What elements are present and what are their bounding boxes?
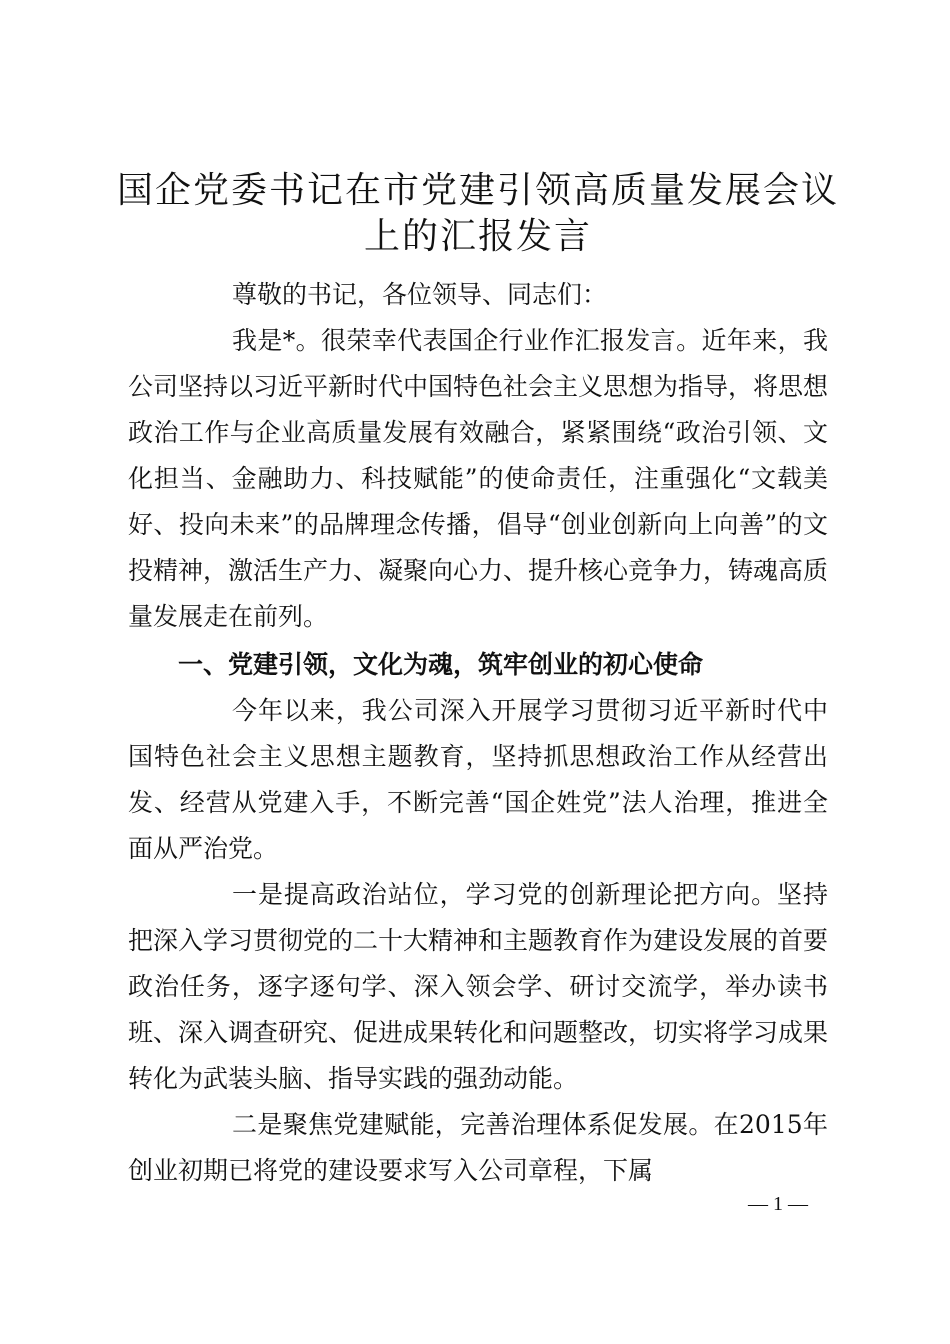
section-heading: 一、党建引领，文化为魂，筑牢创业的初心使命 [178,650,704,679]
body-paragraph: 今年以来，我公司深入开展学习贯彻习近平新时代中国特色社会主义思想主题教育，坚持抓思想政治工作从经营出发、经营从党建入手，不断完善“国企姓党”法人治理，推进全面从严治党。 [128,696,828,863]
body-paragraph: 二是聚焦党建赋能，完善治理体系促发展。在2015年创业初期已将党的建设要求写入公司章程，下属 [128,1110,828,1185]
page-number: — 1 — [748,1193,808,1215]
intro-paragraph: 我是*。很荣幸代表国企行业作汇报发言。近年来，我公司坚持以习近平新时代中国特色社会主义思想为指导，将思想政治工作与企业高质量发展有效融合，紧紧围绕“政治引领、文化担当、金融助力、科技赋能”的使命责任，注重强化“文载美好、投向未来”的品牌理念传播，倡导“创业创新向上向善”的文投精神，激活生产力、凝聚向心力、提升核心竞争力，铸魂高质量发展走在前列。 [128,326,829,631]
body-paragraph: 一是提高政治站位，学习党的创新理论把方向。坚持把深入学习贯彻党的二十大精神和主题教育作为建设发展的首要政治任务，逐字逐句学、深入领会学、研讨交流学，举办读书班、深入调查研究、促进成果转化和问题整改，切实将学习成果转化为武装头脑、指导实践的强劲动能。 [128,880,829,1093]
document-page [116,168,839,1194]
document-title: 国企党委书记在市党建引领高质量发展会议上的汇报发言 [116,170,839,257]
salutation: 尊敬的书记，各位领导、同志们： [232,280,608,309]
